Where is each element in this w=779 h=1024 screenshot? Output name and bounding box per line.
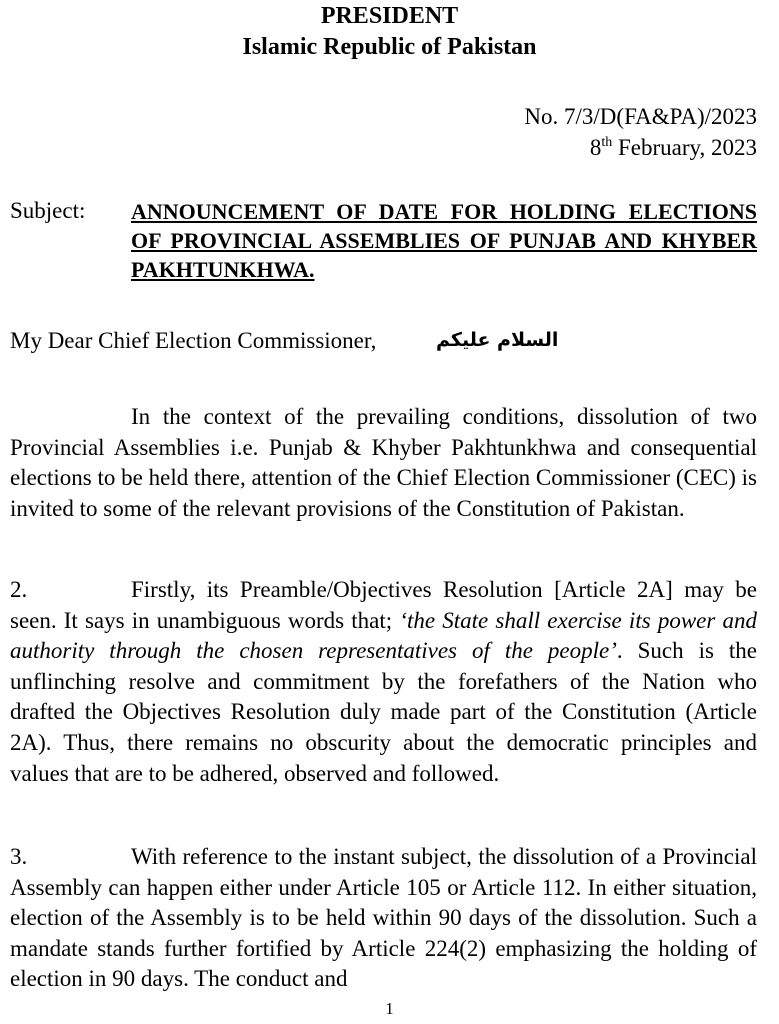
- subject-label: Subject:: [10, 198, 86, 223]
- paragraph-2-number: 2.: [10, 577, 28, 602]
- page-number: 1: [385, 999, 394, 1018]
- salutation: My Dear Chief Election Commissioner,: [10, 328, 377, 353]
- paragraph-2-quote: ‘the State shall exercise its power and authority through the chosen representatives of the people’: [10, 607, 757, 664]
- paragraph-1: [10, 402, 757, 524]
- paragraph-3: [10, 842, 757, 995]
- reference-number: No. 7/3/D(FA&PA)/2023: [524, 104, 757, 129]
- letterhead-subtitle: Islamic Republic of Pakistan: [242, 34, 537, 60]
- date-day: 8: [589, 135, 602, 160]
- paragraph-2-text-a: Firstly, its Preamble/Objectives Resolution [Article 2A] may be seen. It says in unambiguous words that;: [10, 577, 757, 633]
- subject-text: ANNOUNCEMENT OF DATE FOR HOLDING ELECTIONS OF PROVINCIAL ASSEMBLIES OF PUNJAB AND KHYBER PAKHTUNKHWA.: [131, 199, 757, 282]
- date-ordinal-suffix: th: [601, 135, 613, 150]
- salaam-greeting: السلام علیکم: [436, 329, 559, 351]
- letter-date: [590, 134, 757, 162]
- paragraph-3-number: 3.: [10, 844, 28, 869]
- paragraph-1-text: In the context of the prevailing conditions, dissolution of two Provincial Assemblies i.e. Punjab & Khyber Pakhtunkhwa and consequential elections to be held there, attention of the Chief Election Commissioner (CEC) is invited to some of the relevant provisions of the Constitution of Pakistan.: [10, 404, 757, 521]
- paragraph-2-text-b: . Such is the unflinching resolve and commitment by the forefathers of the Nation who drafted the Objectives Resolution duly made part of the Constitution (Article 2A). Thus, there remains no obscurity about the democratic principles and values that are to be adhered, observed and followed.: [10, 638, 757, 786]
- paragraph-2: [10, 575, 757, 789]
- letterhead-title: PRESIDENT: [320, 3, 459, 29]
- date-month-year: February, 2023: [612, 135, 757, 160]
- paragraph-3-text: With reference to the instant subject, the dissolution of a Provincial Assembly can happen either under Article 105 or Article 112. In either situation, election of the Assembly is to be held within 90 days of the dissolution. Such a mandate stands further fortified by Article 224(2) emphasizing the holding of election in 90 days. The conduct and: [10, 844, 757, 992]
